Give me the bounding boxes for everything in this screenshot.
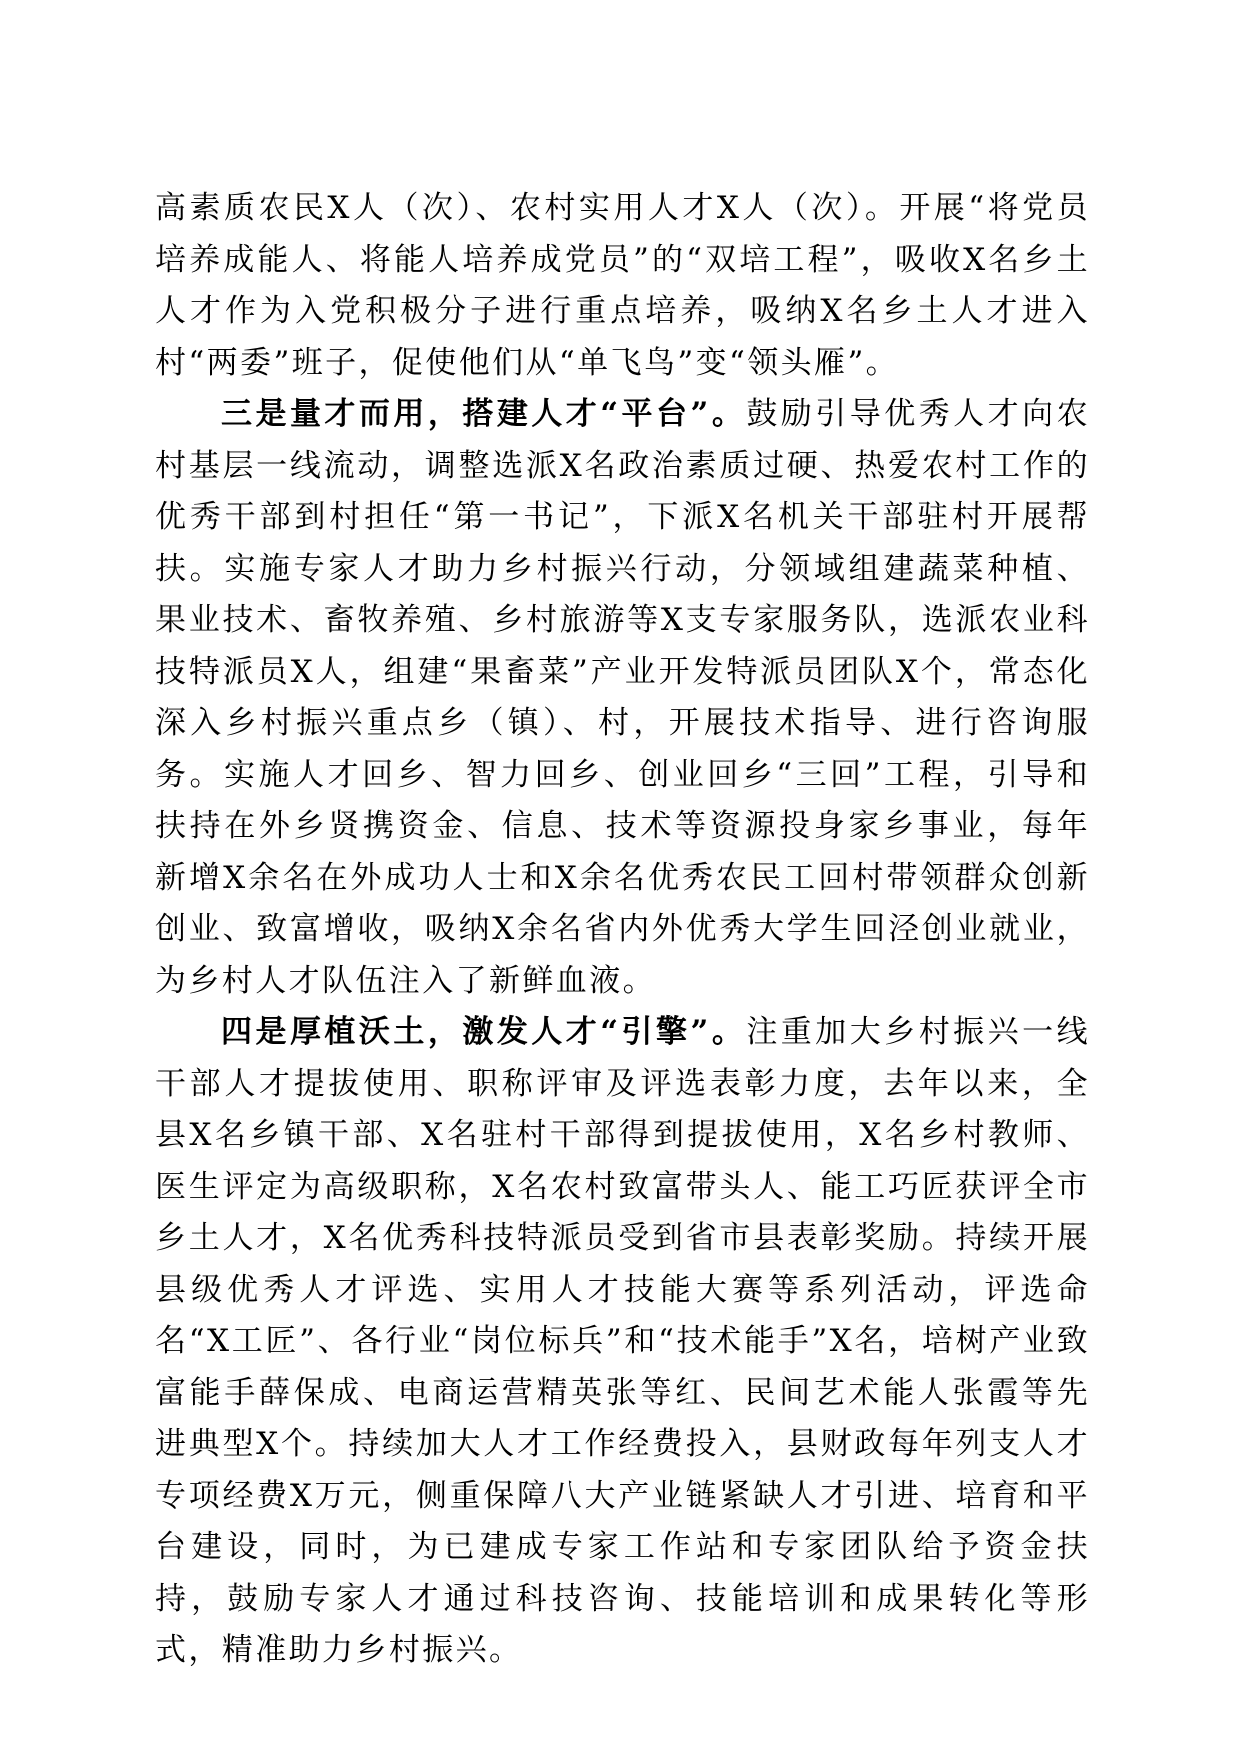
document-body (155, 183, 1090, 1677)
paragraph-1 (155, 183, 1090, 389)
paragraph-3-heading: 四是厚植沃土，激发人才“引擎”。 (221, 1014, 747, 1050)
paragraph-2-text: 鼓励引导优秀人才向农村基层一线流动，调整选派X名政治素质过硬、热爱农村工作的优秀干部到村担任“第一书记”，下派X名机关干部驻村开展帮扶。实施专家人才助力乡村振兴行动，分领域组建蔬菜种植、果业技术、畜牧养殖、乡村旅游等X支专家服务队，选派农业科技特派员X人，组建“果畜菜”产业开发特派员团队X个，常态化深入乡村振兴重点乡（镇）、村，开展技术指导、进行咨询服务。实施人才回乡、智力回乡、创业回乡“三回”工程，引导和扶持在外乡贤携资金、信息、技术等资源投身家乡事业，每年新增X余名在外成功人士和X余名优秀农民工回村带领群众创新创业、致富增收，吸纳X余名省内外优秀大学生回泾创业就业，为乡村人才队伍注入了新鲜血液。 (155, 396, 1091, 999)
paragraph-3-text: 注重加大乡村振兴一线干部人才提拔使用、职称评审及评选表彰力度，去年以来，全县X名乡镇干部、X名驻村干部得到提拔使用，X名乡村教师、医生评定为高级职称，X名农村致富带头人、能工巧匠获评全市乡土人才，X名优秀科技特派员受到省市县表彰奖励。持续开展县级优秀人才评选、实用人才技能大赛等系列活动，评选命名“X工匠”、各行业“岗位标兵”和“技术能手”X名，培树产业致富能手薛保成、电商运营精英张等红、民间艺术能人张霞等先进典型X个。持续加大人才工作经费投入，县财政每年列支人才专项经费X万元，侧重保障八大产业链紧缺人才引进、培育和平台建设，同时，为已建成专家工作站和专家团队给予资金扶持，鼓励专家人才通过科技咨询、技能培训和成果转化等形式，精准助力乡村振兴。 (155, 1014, 1091, 1668)
paragraph-1-text: 高素质农民X人（次）、农村实用人才X人（次）。开展“将党员培养成能人、将能人培养成党员”的“双培工程”，吸收X名乡土人才作为入党积极分子进行重点培养，吸纳X名乡土人才进入村“两委”班子，促使他们从“单飞鸟”变“领头雁”。 (155, 190, 1090, 381)
paragraph-2-heading: 三是量才而用，搭建人才“平台”。 (221, 396, 747, 432)
paragraph-2 (155, 389, 1090, 1007)
paragraph-3 (155, 1007, 1090, 1677)
